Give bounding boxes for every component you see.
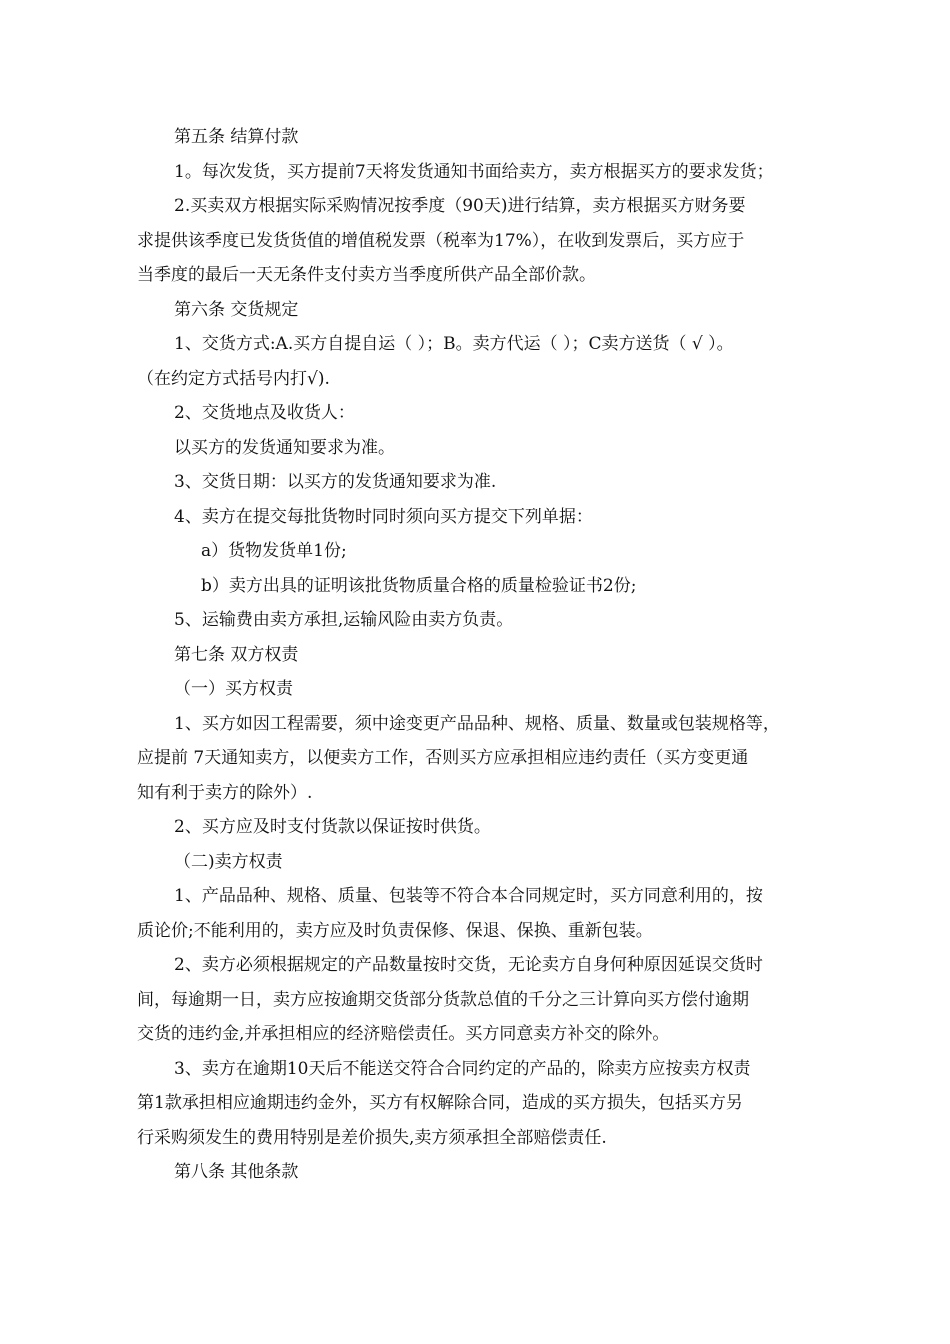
article-7-buyer-clause-1-line-3: 知有利于卖方的除外）.: [137, 782, 313, 803]
article-5-clause-1: 1。每次发货，买方提前7天将发货通知书面给卖方，卖方根据买方的要求发货；: [174, 161, 774, 182]
article-7-seller-clause-3-line-1: 3、卖方在逾期10天后不能送交符合合同约定的产品的，除卖方应按卖方权责: [174, 1058, 751, 1079]
article-7-buyer-clause-1-line-2: 应提前 7天通知卖方，以便卖方工作，否则买方应承担相应违约责任（买方变更通: [137, 748, 749, 768]
article-6-clause-4: 4、卖方在提交每批货物时同时须向买方提交下列单据：: [174, 506, 593, 527]
article-5-heading: 第五条 结算付款: [174, 127, 299, 147]
article-6-clause-4-item-b: b）卖方出具的证明该批货物质量合格的质量检验证书2份;: [201, 575, 637, 596]
article-6-heading: 第六条 交货规定: [174, 299, 299, 320]
article-6-clause-2: 2、交货地点及收货人：: [174, 403, 355, 423]
article-6-clause-1-line-2: （在约定方式括号内打√).: [137, 368, 330, 389]
contract-page: [137, 120, 850, 1190]
article-7-section-1-heading: （一）买方权责: [174, 679, 293, 699]
article-6-clause-2-detail: 以买方的发货通知要求为准。: [174, 437, 395, 458]
article-6-clause-1-line-1: 1、交货方式:A.买方自提自运（ ）；B。卖方代运（ ）；C卖方送货（ √ ）。: [174, 334, 734, 354]
article-7-seller-clause-2-line-2: 间，每逾期一日，卖方应按逾期交货部分货款总值的千分之三计算向买方偿付逾期: [137, 989, 749, 1010]
article-7-seller-clause-3-line-2: 第1款承担相应逾期违约金外，买方有权解除合同，造成的买方损失，包括买方另: [137, 1093, 743, 1113]
article-8-heading: 第八条 其他条款: [174, 1162, 299, 1182]
article-5-clause-2-line-1: 2.买卖双方根据实际采购情况按季度（90天)进行结算，卖方根据买方财务要: [174, 196, 746, 216]
article-7-section-2-heading: （二)卖方权责: [174, 851, 283, 872]
article-7-buyer-clause-2: 2、买方应及时支付货款以保证按时供货。: [174, 817, 491, 837]
article-6-clause-5: 5、运输费由卖方承担,运输风险由卖方负责。: [174, 610, 514, 630]
article-5-clause-2-line-3: 当季度的最后一天无条件支付卖方当季度所供产品全部价款。: [137, 265, 596, 285]
article-7-buyer-clause-1-line-1: 1、买方如因工程需要，须中途变更产品品种、规格、质量、数量或包装规格等，: [174, 713, 780, 734]
article-7-seller-clause-3-line-3: 行采购须发生的费用特别是差价损失,卖方须承担全部赔偿责任.: [137, 1127, 607, 1148]
article-7-seller-clause-2-line-3: 交货的违约金,并承担相应的经济赔偿责任。买方同意卖方补交的除外。: [137, 1024, 670, 1044]
article-7-heading: 第七条 双方权责: [174, 644, 299, 665]
article-6-clause-4-item-a: a）货物发货单1份;: [201, 541, 347, 561]
article-5-clause-2-line-2: 求提供该季度已发货货值的增值税发票（税率为17%），在收到发票后，买方应于: [137, 230, 745, 251]
article-7-seller-clause-2-line-1: 2、卖方必须根据规定的产品数量按时交货，无论卖方自身何种原因延误交货时: [174, 955, 763, 975]
article-6-clause-3: 3、交货日期：以买方的发货通知要求为准.: [174, 472, 497, 492]
article-7-seller-clause-1-line-1: 1、产品品种、规格、质量、包装等不符合本合同规定时，买方同意利用的，按: [174, 886, 763, 906]
article-7-seller-clause-1-line-2: 质论价;不能利用的，卖方应及时负责保修、保退、保换、重新包装。: [137, 920, 653, 941]
